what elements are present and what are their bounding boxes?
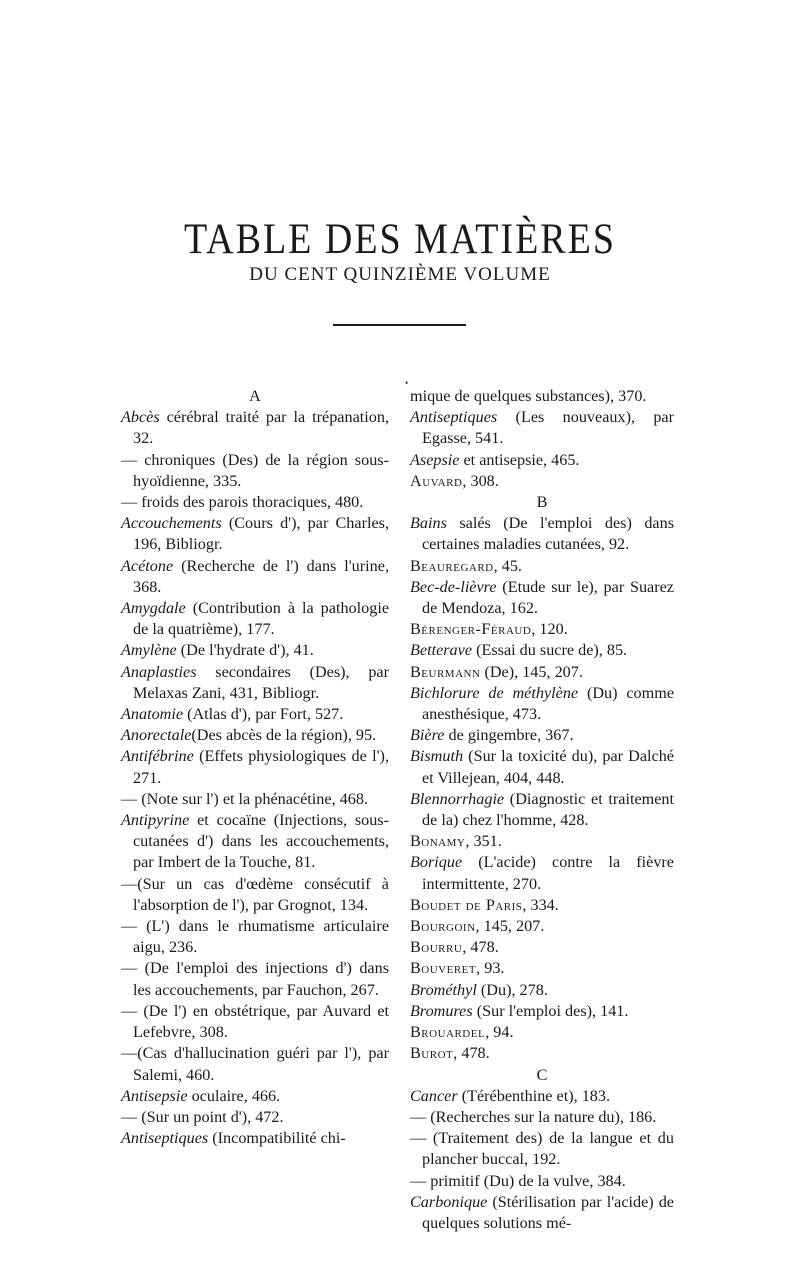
entry-text: (Contribution à la pathologie de la quatrième), 177. [133, 599, 389, 639]
entry-heading: Amylène [121, 641, 177, 660]
entry-heading: Anaplasties [121, 662, 197, 681]
entry-text: de gingembre, 367. [444, 726, 574, 745]
entry-text: (Sur la toxicité du), par Dalché et Villejean, 404, 448. [422, 747, 674, 787]
index-entry [410, 789, 674, 831]
index-entry [410, 746, 674, 788]
entry-text: (Du) comme anesthésique, 473. [422, 683, 674, 724]
index-entry [410, 1001, 674, 1022]
entry-text: — (De l') en obstétrique, par Auvard et Lefebvre, 308. [121, 1001, 389, 1042]
entry-heading: Boudet de Paris [410, 895, 523, 914]
index-entry [410, 450, 674, 471]
entry-text: (De), 145, 207. [480, 662, 583, 681]
entry-heading: Amygdale [121, 599, 186, 618]
title-rule [333, 324, 466, 326]
index-entry [410, 1192, 674, 1234]
entry-text: (Incompatibilité chi- [208, 1129, 346, 1148]
entry-text: — (Sur un point d'), 472. [121, 1107, 284, 1126]
index-entry [410, 958, 674, 979]
index-entry [410, 683, 674, 725]
index-entry [121, 1001, 389, 1043]
index-entry [121, 407, 389, 449]
entry-text: (Atlas d'), par Fort, 527. [183, 705, 344, 724]
entry-text: cérébral traité par la trépanation, 32. [133, 408, 389, 448]
entry-text: (Les nouveaux), par Egasse, 541. [422, 408, 674, 448]
entry-text: , 478. [462, 938, 499, 957]
index-entry [410, 1022, 674, 1043]
entry-heading: Cancer [410, 1086, 458, 1105]
entry-text: —(Sur un cas d'œdème consécutif à l'absorption de l'), par Grognot, 134. [121, 874, 389, 914]
entry-heading: Betterave [410, 641, 473, 660]
entry-text: — chroniques (Des) de la région sous-hyoïdienne, 335. [121, 450, 389, 490]
entry-text: (Cours d'), par Charles, 196, Bibliogr. [133, 514, 389, 554]
index-entry [121, 598, 389, 640]
section-letter: B [536, 493, 548, 512]
entry-text: et cocaïne (Injections, sous-cutanées d') dans les accouchements, par Imbert de la Touche, 81. [133, 811, 389, 872]
entry-text: — (Traitement des) de la langue et du plancher buccal, 192. [410, 1129, 674, 1169]
index-entry [121, 1107, 389, 1128]
index-entry [410, 916, 674, 937]
entry-heading: Antifébrine [121, 747, 194, 766]
entry-text: — primitif (Du) de la vulve, 384. [410, 1171, 626, 1190]
entry-text: — (Note sur l') et la phénacétine, 468. [121, 789, 368, 808]
entry-text: (Effets physiologiques de l'), 271. [133, 747, 389, 787]
index-entry [410, 407, 674, 449]
index-entry [410, 831, 674, 852]
index-entry [121, 746, 389, 788]
index-entry [410, 1128, 674, 1170]
index-entry [410, 1171, 674, 1192]
entry-heading: Bromures [410, 1001, 473, 1020]
entry-heading: Brouardel [410, 1023, 486, 1042]
index-entry [121, 810, 389, 874]
entry-text: — (De l'emploi des injections d') dans les accouchements, par Fauchon, 267. [121, 959, 389, 999]
entry-heading: Acétone [121, 556, 174, 575]
entry-heading: Borique [410, 853, 463, 872]
index-column-right [410, 386, 674, 1234]
entry-heading: Bonamy [410, 832, 466, 851]
entry-text: (Essai du sucre de), 85. [472, 641, 628, 660]
entry-heading: Antiseptiques [121, 1129, 209, 1148]
entry-heading: Bière [410, 726, 445, 745]
entry-heading: Antiseptiques [410, 408, 498, 427]
entry-heading: Bourgoin [410, 917, 476, 936]
entry-text: , 308. [462, 471, 499, 490]
index-entry [121, 874, 389, 916]
index-entry [121, 1128, 389, 1149]
index-entry [410, 980, 674, 1001]
entry-text: — froids des parois thoraciques, 480. [121, 493, 364, 512]
entry-text: (Sur l'emploi des), 141. [472, 1001, 629, 1020]
entry-text: , 145, 207. [475, 917, 545, 936]
index-entry [121, 513, 389, 555]
entry-heading: Burot [410, 1044, 454, 1063]
entry-text: mique de quelques substances), 370. [410, 387, 647, 405]
index-entry [410, 640, 674, 661]
entry-text: (Du), 278. [476, 980, 548, 999]
entry-heading: Bouveret [410, 959, 477, 978]
index-entry [410, 895, 674, 916]
entry-text: (Des abcès de la région), 95. [191, 726, 377, 745]
index-entry [410, 386, 674, 407]
entry-text: (L'acide) contre la fièvre intermittente, 270. [422, 853, 674, 893]
index-entry [410, 662, 674, 683]
entry-heading: Carbonique [410, 1192, 488, 1211]
entry-text: (Stérilisation par l'acide) de quelques solutions mé- [422, 1192, 674, 1232]
entry-text: (Etude sur le), par Suarez de Mendoza, 162. [422, 577, 674, 618]
index-entry [410, 556, 674, 577]
entry-heading: Bismuth [410, 747, 464, 766]
entry-text: (Diagnostic et traitement de la) chez l'homme, 428. [422, 789, 674, 830]
entry-text: — (Recherches sur la nature du), 186. [410, 1107, 657, 1126]
entry-heading: Anatomie [121, 705, 184, 724]
entry-heading: Blennorrhagie [410, 789, 505, 808]
entry-text: oculaire, 466. [187, 1086, 281, 1105]
index-entry [410, 852, 674, 894]
entry-heading: Bérenger-Féraud [410, 620, 532, 639]
page-title: TABLE DES MATIÈRES [184, 215, 616, 264]
entry-text: — (L') dans le rhumatisme articulaire aigu, 236. [121, 917, 389, 957]
entry-heading: Bourru [410, 938, 463, 957]
entry-text: (Recherche de l') dans l'urine, 368. [133, 556, 389, 596]
entry-text: , 478. [453, 1044, 490, 1063]
index-entry [121, 662, 389, 704]
entry-heading: Beurmann [410, 662, 481, 681]
index-entry [410, 513, 674, 555]
entry-heading: Auvard [410, 471, 463, 490]
entry-heading: Antipyrine [121, 811, 190, 830]
entry-heading: Antisepsie [121, 1086, 188, 1105]
page-subtitle: DU CENT QUINZIÈME VOLUME [249, 264, 551, 285]
index-entry [410, 619, 674, 640]
bullet-dot: • [405, 378, 409, 388]
entry-text: salés (De l'emploi des) dans certaines maladies cutanées, 92. [422, 514, 674, 554]
index-entry [410, 577, 674, 619]
entry-text: , 45. [493, 556, 522, 575]
entry-text: secondaires (Des), par Melaxas Zani, 431, Bibliogr. [133, 662, 389, 702]
entry-heading: Bains [410, 514, 447, 533]
index-column-left [121, 386, 389, 1149]
index-entry [410, 1043, 674, 1064]
entry-text: (Térébenthine et), 183. [457, 1086, 611, 1105]
entry-text: , 120. [531, 620, 568, 639]
entry-heading: Beauregard [410, 556, 494, 575]
index-entry [121, 450, 389, 492]
index-entry [410, 937, 674, 958]
entry-heading: Bichlorure de méthylène [410, 683, 579, 702]
index-entry [121, 1043, 389, 1085]
index-entry [121, 1086, 389, 1107]
entry-text: et antisepsie, 465. [459, 450, 580, 469]
entry-heading: Asepsie [410, 450, 460, 469]
index-entry [121, 916, 389, 958]
entry-text: , 334. [522, 895, 559, 914]
index-entry [410, 1086, 674, 1107]
entry-text: , 94. [485, 1023, 514, 1042]
entry-text: , 93. [476, 959, 505, 978]
index-entry [410, 471, 674, 492]
entry-heading: Brométhyl [410, 980, 477, 999]
index-entry [121, 492, 389, 513]
index-entry [121, 958, 389, 1000]
index-entry [121, 725, 389, 746]
entry-text: —(Cas d'hallucination guéri par l'), par Salemi, 460. [121, 1044, 389, 1084]
entry-heading: Abcès [121, 408, 160, 427]
entry-heading: Accouchements [121, 514, 222, 533]
index-entry [410, 1107, 674, 1128]
entry-heading: Bec-de-lièvre [410, 577, 497, 596]
entry-text: , 351. [465, 832, 502, 851]
index-entry [121, 640, 389, 661]
index-entry [121, 556, 389, 598]
entry-text: (De l'hydrate d'), 41. [176, 641, 314, 660]
index-entry [121, 704, 389, 725]
index-entry [121, 789, 389, 810]
section-letter: C [536, 1065, 548, 1084]
index-entry [410, 725, 674, 746]
entry-heading: Anorectale [121, 726, 192, 745]
section-letter: A [249, 387, 261, 405]
